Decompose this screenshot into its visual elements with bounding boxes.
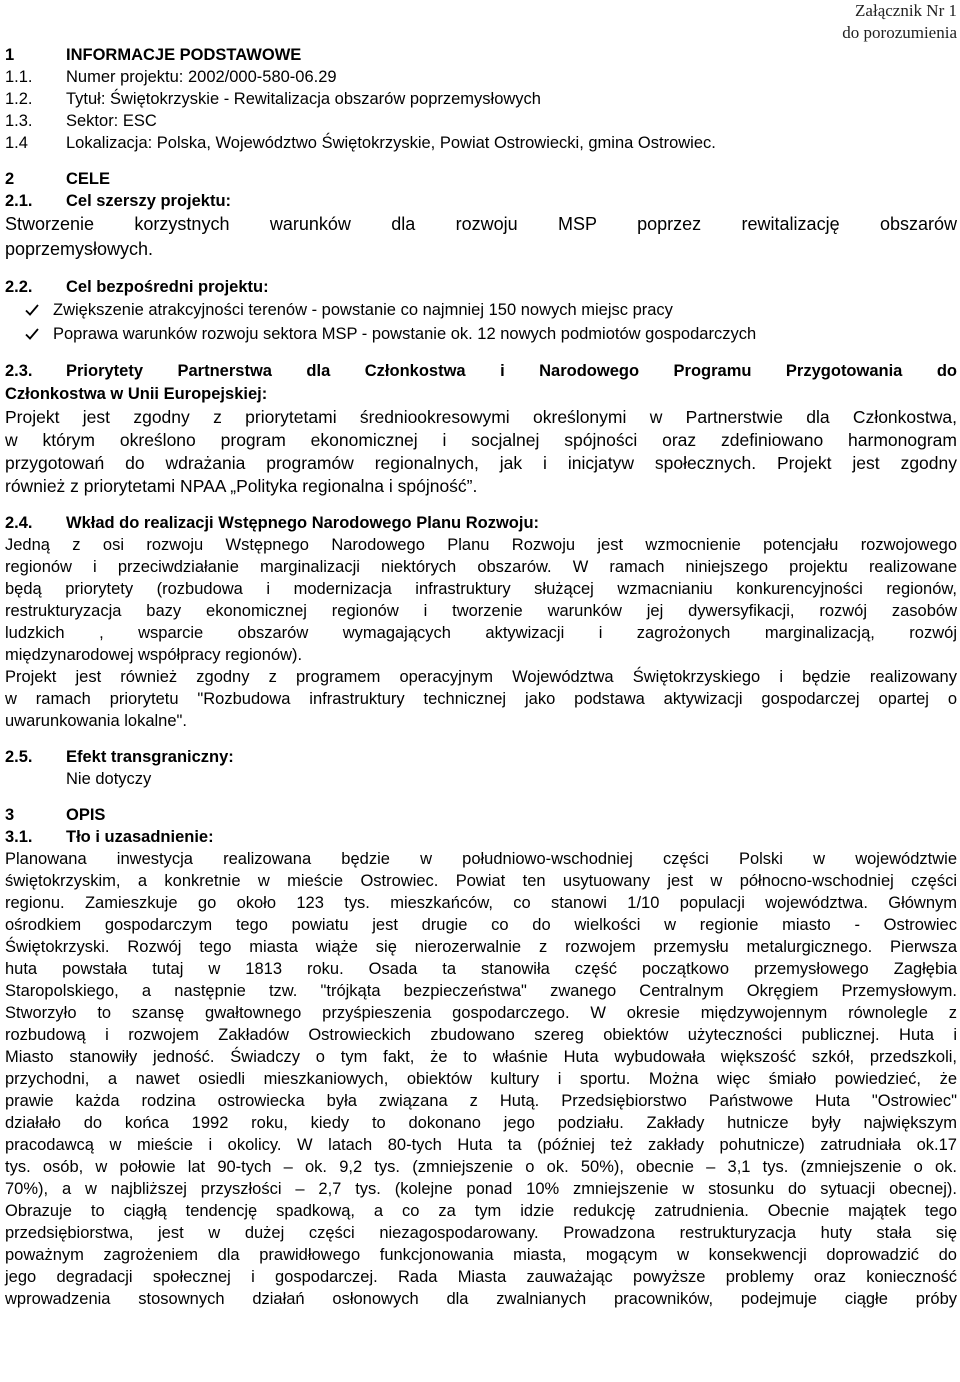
paragraph-line: przygotowań do wdrażania programów regionalnych, jak i inicjatyw społecznych. Projekt jest zgodny <box>5 453 957 473</box>
section-title: OPIS <box>66 806 106 824</box>
section-2-heading <box>5 168 957 190</box>
subsection-2-3-heading <box>5 360 957 383</box>
paragraph-line: działało do końca 1992 roku, kiedy to dokonano jego podziału. Zakłady hutnicze były największym <box>5 1114 957 1132</box>
paragraph-line: Projekt jest zgodny z priorytetami średniookresowymi określonymi w Partnerstwie dla Członkostwa, <box>5 407 957 427</box>
paragraph-line: 70%), a w najbliższej przyszłości – 2,7 tys. (kolejne ponad 10% zmniejszenie w stosunku do sytuacji obecnej). <box>5 1180 957 1198</box>
subsection-number: 2.2. <box>5 278 33 296</box>
info-item <box>5 132 957 154</box>
paragraph-line: przedsiębiorstwa, jest w dużej części niezagospodarowany. Prowadzona restrukturyzacja huty stała się <box>5 1224 957 1242</box>
paragraph-line: ludzkich , wsparcie obszarów wymagających aktywizacji i zagrożonych marginalizacją, rozwój <box>5 624 957 642</box>
subsection-number: 2.1. <box>5 192 33 210</box>
subsection-number: 2.5. <box>5 748 33 766</box>
paragraph-line: poważnym zagrożeniem dla prawidłowego funkcjonowania miasta, mogącym w konsekwencji doprowadzić do <box>5 1246 957 1264</box>
checklist-item <box>5 322 957 346</box>
subsection-number: 2.4. <box>5 514 33 532</box>
item-number: 1.3. <box>5 112 33 130</box>
paragraph-line: rozbudową i rozwojem Zakładów Ostrowieckich zbudowano szereg obiektów użyteczności publicznej. Huta i <box>5 1026 957 1044</box>
paragraph-line: uwarunkowania lokalne". <box>5 712 187 730</box>
paragraph-line: regionu. Zamieszkuje go około 123 tys. mieszkańców, co stanowi 1/10 populacji województwa. Głównym <box>5 894 957 912</box>
annex-subtitle: do porozumienia <box>842 23 957 42</box>
paragraph-line: ośrodkiem gospodarczym tego powiatu jest drugie co do wielkości w regionie miasto - Ostrowiec <box>5 916 957 934</box>
paragraph-line: poprzemysłowych. <box>5 239 154 259</box>
subsection-2-4-heading <box>5 512 957 534</box>
subsection-number: 2.3. <box>5 362 33 380</box>
info-item <box>5 66 957 88</box>
paragraph-line: Jedną z osi rozwoju Wstępnego Narodowego Planu Rozwoju jest wzmocnienie potencjału rozwojowego <box>5 536 957 554</box>
subsection-title: Tło i uzasadnienie: <box>66 828 214 846</box>
checkmark-icon <box>25 322 53 346</box>
subsection-3-1-heading <box>5 826 957 848</box>
paragraph-line: restrukturyzacja bazy ekonomicznej regionów i tworzenie warunków jej dywersyfikacji, rozwój zasobów <box>5 602 957 620</box>
subsection-title: Wkład do realizacji Wstępnego Narodowego Planu Rozwoju: <box>66 514 540 532</box>
subsection-title: Priorytety Partnerstwa dla Członkostwa i Narodowego Programu Przygotowania do <box>66 362 957 380</box>
subsection-title: Efekt transgraniczny: <box>66 748 234 766</box>
paragraph-line: jego degradacji społecznej i gospodarczej. Rada Miasta zauważając powyższe problemy oraz konieczność <box>5 1268 957 1286</box>
subsection-2-1-heading <box>5 190 957 212</box>
subsection-title: Cel bezpośredni projektu: <box>66 278 269 296</box>
section-number: 2 <box>5 170 15 188</box>
checklist-item <box>5 298 957 322</box>
paragraph-line: tys. osób, w połowie lat 90-tych – ok. 9,2 tys. (zmniejszenie o ok. 50%), obecnie – 3,1 tys. (zmniejszenie o ok. <box>5 1158 957 1176</box>
paragraph-line: pracodawcą w mieście i okolicy. W latach 80-tych Huta ta (później też zakłady pohutnicze) zatrudniała ok.17 <box>5 1136 957 1154</box>
paragraph-line: Miasto stanowiły jedność. Świadczy o tym fakt, że to właśnie Huta wybudowała większość szkół, przedszkoli, <box>5 1048 957 1066</box>
item-text: Sektor: ESC <box>66 112 157 130</box>
paragraph-line: Planowana inwestycja realizowana będzie w południowo-wschodniej części Polski w województwie <box>5 850 957 868</box>
paragraph-line: Świętokrzyski. Rozwój tego miasta wiąże się nierozerwalnie z rozwojem przemysłu metalurgicznego. Pierwsza <box>5 938 957 956</box>
section-3-heading <box>5 804 957 826</box>
info-item <box>5 110 957 132</box>
paragraph-line: huta powstała tutaj w 1813 roku. Osada ta stanowiła część początkowo przemysłowego Zagłębia <box>5 960 957 978</box>
subsection-2-2-heading <box>5 276 957 298</box>
paragraph-line: międzynarodowej współpracy regionów). <box>5 646 303 664</box>
item-text: Lokalizacja: Polska, Województwo Świętokrzyskie, Powiat Ostrowiecki, gmina Ostrowiec. <box>66 134 716 152</box>
document-page <box>5 0 957 1310</box>
section-1-heading <box>5 44 957 66</box>
section-number: 3 <box>5 806 15 824</box>
section-number: 1 <box>5 46 15 64</box>
subsection-2-5-heading <box>5 746 957 768</box>
checklist-text: Zwiększenie atrakcyjności terenów - powstanie co najmniej 150 nowych miejsc pracy <box>53 301 673 319</box>
checkmark-icon <box>25 298 53 322</box>
section-title: INFORMACJE PODSTAWOWE <box>66 46 302 64</box>
paragraph-line: świętokrzyskim, a konkretnie w mieście Ostrowiec. Powiat ten usytuowany jest w północno-wschodniej części <box>5 872 957 890</box>
item-text: Tytuł: Świętokrzyskie - Rewitalizacja obszarów poprzemysłowych <box>66 90 541 108</box>
paragraph-line: w którym określono program ekonomicznej i socjalnej spójności oraz zdefiniowano harmonogram <box>5 430 957 450</box>
paragraph-line: Stworzenie korzystnych warunków dla rozwoju MSP poprzez rewitalizację obszarów <box>5 214 957 234</box>
background-paragraph <box>5 848 957 1310</box>
paragraph-line: będą priorytety (rozbudowa i modernizacja infrastruktury służącej wzmacnianiu konkurencyjności regionów, <box>5 580 957 598</box>
checklist-text: Poprawa warunków rozwoju sektora MSP - powstanie ok. 12 nowych podmiotów gospodarczych <box>53 325 757 343</box>
paragraph-line: Obrazuje to ciągłą tendencję spadkową, a co za tym idzie redukcję zatrudnienia. Obecnie majątek tego <box>5 1202 957 1220</box>
value-text: Nie dotyczy <box>66 770 152 788</box>
item-text: Numer projektu: 2002/000-580-06.29 <box>66 68 337 86</box>
subsection-2-5-value <box>5 768 957 790</box>
paragraph-line: Stworzyło to szansę gwałtownego przyśpieszenia gospodarczego. W okresie międzywojennym równolegle z <box>5 1004 957 1022</box>
subsection-2-3 <box>5 360 957 498</box>
item-number: 1.2. <box>5 90 33 108</box>
item-number: 1.4 <box>5 134 28 152</box>
info-item <box>5 88 957 110</box>
subsection-title-continued: Członkostwa w Unii Europejskiej: <box>5 385 268 403</box>
subsection-title: Cel szerszy projektu: <box>66 192 232 210</box>
paragraph-line: Staropolskiego, a następnie tzw. "trójkąta bezpieczeństwa" zwanego Centralnym Okręgiem Przemysłowym. <box>5 982 957 1000</box>
paragraph-line: wprowadzenia stosownych działań osłonowych dla zwalnianych pracowników, podejmuje ciągłe próby <box>5 1290 957 1308</box>
section-title: CELE <box>66 170 111 188</box>
paragraph-line: regionów i przeciwdziałanie marginalizacji niektórych obszarów. W ramach niniejszego projektu realizowane <box>5 558 957 576</box>
paragraph-line: przychodni, a nawet osiedli mieszkaniowych, obiektów kultury i sportu. Można więc śmiało powiedzieć, że <box>5 1070 957 1088</box>
paragraph-line: w ramach priorytetu "Rozbudowa infrastruktury technicznej jako podstawa aktywizacji gospodarczej opartej o <box>5 690 957 708</box>
subsection-number: 3.1. <box>5 828 33 846</box>
paragraph-line: Projekt jest również zgodny z programem operacyjnym Województwa Świętokrzyskiego i będzie realizowany <box>5 668 957 686</box>
annex-number: Załącznik Nr 1 <box>855 1 957 20</box>
item-number: 1.1. <box>5 68 33 86</box>
paragraph-line: również z priorytetami NPAA „Polityka regionalna i spójność”. <box>5 476 478 496</box>
paragraph-line: prawie każda rodzina ostrowiecka była związana z Hutą. Przedsiębiorstwo Państwowe Huta "Ostrowiec" <box>5 1092 957 1110</box>
